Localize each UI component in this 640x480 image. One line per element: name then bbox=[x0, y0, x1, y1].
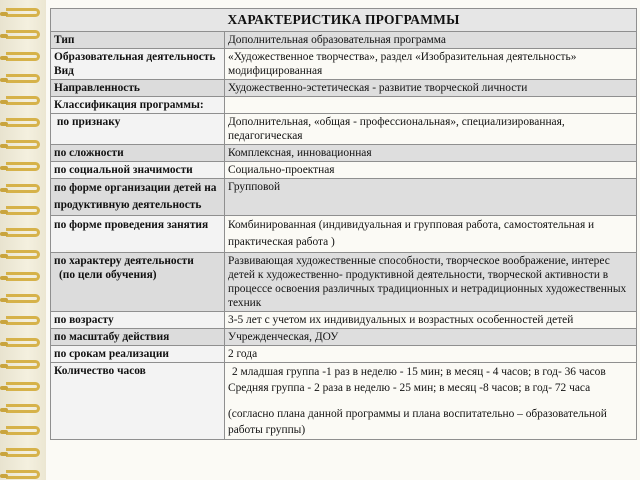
table-row bbox=[51, 179, 637, 216]
spiral-ring-icon bbox=[6, 96, 40, 105]
table-row bbox=[51, 80, 637, 97]
spiral-ring-icon bbox=[6, 228, 40, 237]
spiral-ring-icon bbox=[6, 8, 40, 17]
spiral-ring-icon bbox=[6, 118, 40, 127]
row-value: Художественно-эстетическая - развитие творческой личности bbox=[225, 80, 637, 97]
spiral-ring-icon bbox=[6, 294, 40, 303]
spiral-ring-icon bbox=[6, 382, 40, 391]
table-row bbox=[51, 329, 637, 346]
spiral-ring-icon bbox=[6, 448, 40, 457]
spiral-ring-icon bbox=[6, 140, 40, 149]
row-label: Образовательная деятельность Вид bbox=[51, 49, 225, 80]
table-row bbox=[51, 145, 637, 162]
table-row bbox=[51, 216, 637, 253]
table-row bbox=[51, 162, 637, 179]
table-row bbox=[51, 114, 637, 145]
row-label: Тип bbox=[51, 32, 225, 49]
notebook-binding bbox=[0, 0, 46, 480]
row-label: Направленность bbox=[51, 80, 225, 97]
row-label: Количество часов bbox=[51, 363, 225, 440]
hours-line: (согласно плана данной программы и плана воспитательно – образовательной работы группы) bbox=[228, 408, 607, 436]
row-label: по форме организации детей на продуктивную деятельность bbox=[51, 179, 225, 216]
program-characteristics-table bbox=[50, 8, 637, 440]
row-label-line: (по цели обучения) bbox=[59, 269, 157, 281]
row-label: по форме проведения занятия bbox=[51, 216, 225, 253]
spiral-ring-icon bbox=[6, 470, 40, 479]
row-label bbox=[51, 253, 225, 312]
spiral-ring-icon bbox=[6, 30, 40, 39]
table-title: ХАРАКТЕРИСТИКА ПРОГРАММЫ bbox=[51, 9, 637, 32]
table-row bbox=[51, 346, 637, 363]
spiral-ring-icon bbox=[6, 404, 40, 413]
row-value: Комбинированная (индивидуальная и групповая работа, самостоятельная и практическая работа ) bbox=[225, 216, 637, 253]
row-label: по социальной значимости bbox=[51, 162, 225, 179]
row-value: 3-5 лет с учетом их индивидуальных и возрастных особенностей детей bbox=[225, 312, 637, 329]
row-value: 2 года bbox=[225, 346, 637, 363]
row-value: Учрежденческая, ДОУ bbox=[225, 329, 637, 346]
spiral-ring-icon bbox=[6, 206, 40, 215]
table-row bbox=[51, 32, 637, 49]
row-value bbox=[225, 97, 637, 114]
spacer bbox=[228, 396, 633, 406]
table-row bbox=[51, 49, 637, 80]
row-label: по признаку bbox=[51, 114, 225, 145]
spiral-ring-icon bbox=[6, 338, 40, 347]
row-value bbox=[225, 363, 637, 440]
table-row bbox=[51, 312, 637, 329]
spiral-ring-icon bbox=[6, 74, 40, 83]
spiral-ring-icon bbox=[6, 162, 40, 171]
spiral-ring-icon bbox=[6, 250, 40, 259]
spiral-ring-icon bbox=[6, 360, 40, 369]
row-value: Комплексная, инновационная bbox=[225, 145, 637, 162]
row-value: «Художественное творчества», раздел «Изобразительная деятельность» модифицированная bbox=[225, 49, 637, 80]
row-value: Социально-проектная bbox=[225, 162, 637, 179]
spiral-ring-icon bbox=[6, 52, 40, 61]
row-value: Развивающая художественные способности, творческое воображение, интерес детей к художественно- продуктивной деятельности, творческой активности в процессе освоения различных традиционных и нетрадиционных художественных техник bbox=[225, 253, 637, 312]
row-label-line: по характеру деятельности bbox=[54, 255, 194, 267]
row-value: Дополнительная, «общая - профессиональная», специализированная, педагогическая bbox=[225, 114, 637, 145]
table-row bbox=[51, 253, 637, 312]
table-row bbox=[51, 363, 637, 440]
row-label: по сложности bbox=[51, 145, 225, 162]
row-label: по возрасту bbox=[51, 312, 225, 329]
hours-line: 2 младшая группа -1 раз в неделю - 15 мин; в месяц - 4 часов; в год- 36 часов bbox=[232, 366, 606, 378]
row-value: Дополнительная образовательная программа bbox=[225, 32, 637, 49]
hours-line: Средняя группа - 2 раза в неделю - 25 мин; в месяц -8 часов; в год- 72 часа bbox=[228, 382, 591, 394]
row-value: Групповой bbox=[225, 179, 637, 216]
table-row bbox=[51, 97, 637, 114]
row-label: Классификация программы: bbox=[51, 97, 225, 114]
spiral-ring-icon bbox=[6, 184, 40, 193]
spiral-ring-icon bbox=[6, 272, 40, 281]
row-label: по срокам реализации bbox=[51, 346, 225, 363]
row-label: по масштабу действия bbox=[51, 329, 225, 346]
spiral-ring-icon bbox=[6, 426, 40, 435]
spiral-ring-icon bbox=[6, 316, 40, 325]
